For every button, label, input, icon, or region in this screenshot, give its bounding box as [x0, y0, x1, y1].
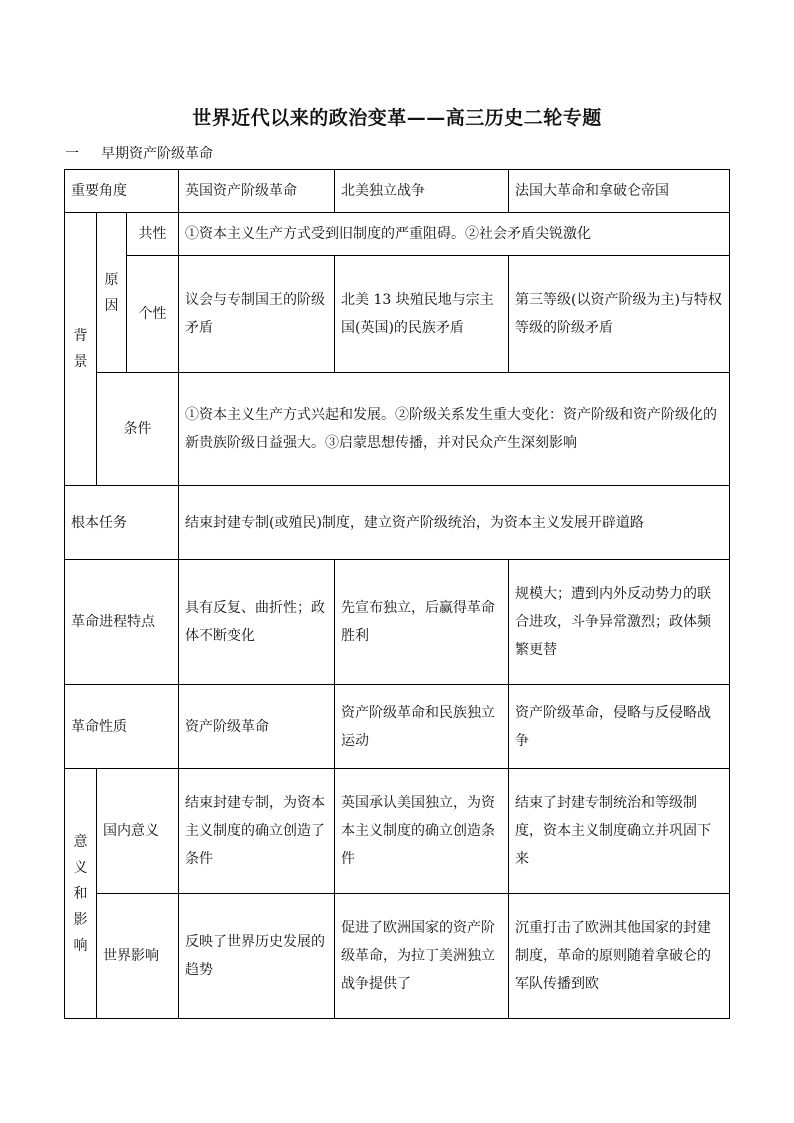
task-label: 根本任务 — [65, 486, 179, 560]
table-row — [65, 560, 730, 685]
table-row — [65, 894, 730, 1019]
background-label: 背景 — [65, 213, 97, 486]
task-text: 结束封建专制(或殖民)制度，建立资产阶级统治，为资本主义发展开辟道路 — [179, 486, 730, 560]
individual-french: 第三等级(以资产阶级为主)与特权等级的阶级矛盾 — [509, 256, 730, 373]
world-french: 沉重打击了欧洲其他国家的封建制度，革命的原则随着拿破仑的军队传播到欧 — [509, 894, 730, 1019]
domestic-american: 英国承认美国独立，为资本主义制度的确立创造条件 — [335, 769, 509, 894]
condition-label: 条件 — [97, 373, 179, 486]
header-aspect: 重要角度 — [65, 170, 179, 213]
domestic-label: 国内意义 — [97, 769, 179, 894]
section-label: 早期资产阶级革命 — [101, 146, 213, 162]
table-row — [65, 486, 730, 560]
domestic-english: 结束封建专制，为资本主义制度的确立创造了条件 — [179, 769, 335, 894]
table-row — [65, 685, 730, 769]
nature-french: 资产阶级革命，侵略与反侵略战争 — [509, 685, 730, 769]
common-label: 共性 — [127, 213, 179, 256]
significance-label: 意义和影响 — [65, 769, 97, 1019]
comparison-table — [64, 169, 730, 1019]
world-english: 反映了世界历史发展的趋势 — [179, 894, 335, 1019]
header-col-english: 英国资产阶级革命 — [179, 170, 335, 213]
nature-english: 资产阶级革命 — [179, 685, 335, 769]
table-row — [65, 213, 730, 256]
cause-label: 原因 — [97, 213, 127, 373]
common-text: ①资本主义生产方式受到旧制度的严重阻碍。②社会矛盾尖锐激化 — [179, 213, 730, 256]
section-heading — [65, 143, 213, 163]
document-title: 世界近代以来的政治变革——高三历史二轮专题 — [192, 107, 602, 129]
condition-text: ①资本主义生产方式兴起和发展。②阶级关系发生重大变化：资产阶级和资产阶级化的新贵族阶级日益强大。③启蒙思想传播，并对民众产生深刻影响 — [179, 373, 730, 486]
world-label: 世界影响 — [97, 894, 179, 1019]
nature-american: 资产阶级革命和民族独立运动 — [335, 685, 509, 769]
world-american: 促进了欧洲国家的资产阶级革命，为拉丁美洲独立战争提供了 — [335, 894, 509, 1019]
table-row — [65, 170, 730, 213]
individual-label: 个性 — [127, 256, 179, 373]
individual-english: 议会与专制国王的阶级矛盾 — [179, 256, 335, 373]
process-american: 先宣布独立，后赢得革命胜利 — [335, 560, 509, 685]
process-french: 规模大；遭到内外反动势力的联合进攻，斗争异常激烈；政体频繁更替 — [509, 560, 730, 685]
process-english: 具有反复、曲折性；政体不断变化 — [179, 560, 335, 685]
individual-american: 北美 13 块殖民地与宗主国(英国)的民族矛盾 — [335, 256, 509, 373]
table-row — [65, 256, 730, 373]
domestic-french: 结束了封建专制统治和等级制度，资本主义制度确立并巩固下来 — [509, 769, 730, 894]
table-row — [65, 373, 730, 486]
table-row — [65, 769, 730, 894]
section-number: 一 — [65, 146, 79, 162]
header-col-american: 北美独立战争 — [335, 170, 509, 213]
header-col-french: 法国大革命和拿破仑帝国 — [509, 170, 730, 213]
nature-label: 革命性质 — [65, 685, 179, 769]
process-label: 革命进程特点 — [65, 560, 179, 685]
